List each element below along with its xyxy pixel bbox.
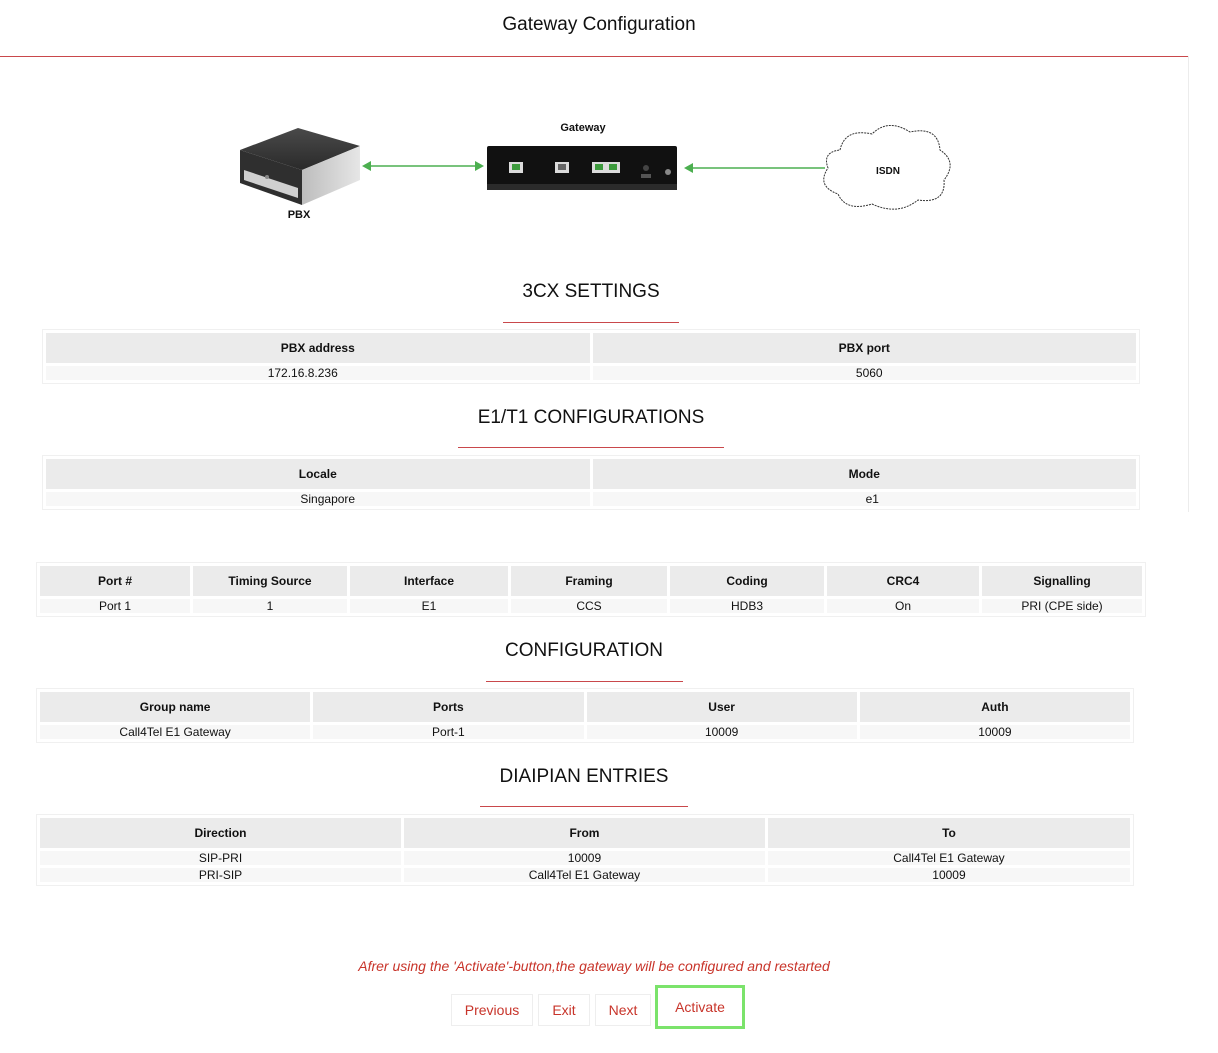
- column-header: Framing: [511, 566, 667, 596]
- table-cell: 10009: [404, 851, 765, 865]
- table-cell: HDB3: [670, 599, 824, 613]
- 3cx-settings-table: [42, 329, 1140, 384]
- gateway-device-icon: [487, 146, 677, 190]
- table-cell: CCS: [511, 599, 667, 613]
- previous-button[interactable]: Previous: [451, 994, 533, 1026]
- pbx-port-value: 5060: [593, 366, 1137, 380]
- column-header: From: [404, 818, 765, 848]
- column-header: Signalling: [982, 566, 1142, 596]
- mode-value: e1: [593, 492, 1137, 506]
- column-header: Auth: [860, 692, 1130, 722]
- table-cell: E1: [350, 599, 508, 613]
- section-title-3cx-settings: 3CX SETTINGS: [522, 281, 660, 302]
- section-rule: [486, 681, 683, 682]
- table-cell: 10009: [587, 725, 857, 739]
- dialplan-table: [36, 814, 1134, 886]
- pbx-label: PBX: [287, 209, 311, 221]
- column-header: To: [768, 818, 1130, 848]
- table-row: [40, 868, 1130, 882]
- table-header-row: [46, 459, 1136, 489]
- table-cell: 1: [193, 599, 347, 613]
- activate-warning-text: Afrer using the 'Activate'-button,the gateway will be configured and restarted: [358, 958, 830, 974]
- column-header: Mode: [593, 459, 1137, 489]
- page-title: Gateway Configuration: [502, 14, 696, 35]
- column-header: Port #: [40, 566, 190, 596]
- next-button[interactable]: Next: [595, 994, 651, 1026]
- pbx-icon: [240, 128, 360, 205]
- exit-button[interactable]: Exit: [538, 994, 590, 1026]
- e1t1-table: [42, 455, 1140, 510]
- column-header: Timing Source: [193, 566, 347, 596]
- network-diagram: [0, 0, 1218, 260]
- table-cell: On: [827, 599, 979, 613]
- section-rule: [503, 322, 679, 323]
- table-cell: SIP-PRI: [40, 851, 401, 865]
- table-cell: Call4Tel E1 Gateway: [768, 851, 1130, 865]
- table-row: [40, 851, 1130, 865]
- pbx-address-value: 172.16.8.236: [46, 366, 590, 380]
- section-rule: [480, 806, 688, 807]
- column-header: Interface: [350, 566, 508, 596]
- column-header: Locale: [46, 459, 590, 489]
- table-cell: Port-1: [313, 725, 583, 739]
- column-header: CRC4: [827, 566, 979, 596]
- table-cell: PRI (CPE side): [982, 599, 1142, 613]
- section-title-configuration: CONFIGURATION: [505, 640, 663, 661]
- table-header-row: [46, 333, 1136, 363]
- column-header: User: [587, 692, 857, 722]
- table-cell: 10009: [768, 868, 1130, 882]
- table-header-row: [40, 818, 1130, 848]
- column-header: Ports: [313, 692, 583, 722]
- column-header: PBX address: [46, 333, 590, 363]
- gateway-label: Gateway: [560, 122, 606, 134]
- column-header: Coding: [670, 566, 824, 596]
- table-row: [46, 366, 1136, 380]
- table-cell: Port 1: [40, 599, 190, 613]
- table-cell: 10009: [860, 725, 1130, 739]
- table-cell: Call4Tel E1 Gateway: [404, 868, 765, 882]
- table-cell: Call4Tel E1 Gateway: [40, 725, 310, 739]
- section-title-dialplan: DIAIPIAN ENTRIES: [499, 766, 669, 787]
- locale-value: Singapore: [46, 492, 590, 506]
- section-title-e1t1: E1/T1 CONFIGURATIONS: [477, 407, 705, 428]
- section-rule: [458, 447, 724, 448]
- configuration-table: [36, 688, 1134, 743]
- table-row: [46, 492, 1136, 506]
- column-header: Group name: [40, 692, 310, 722]
- table-row: [40, 725, 1130, 739]
- column-header: Direction: [40, 818, 401, 848]
- gateway-isdn-link: [684, 163, 825, 173]
- column-header: PBX port: [593, 333, 1137, 363]
- isdn-label: ISDN: [876, 166, 900, 177]
- pbx-gateway-link: [362, 161, 484, 171]
- table-cell: PRI-SIP: [40, 868, 401, 882]
- ports-table: [36, 562, 1146, 617]
- table-header-row: [40, 692, 1130, 722]
- table-header-row: [40, 566, 1142, 596]
- table-row: [40, 599, 1142, 613]
- activate-button[interactable]: Activate: [655, 985, 745, 1029]
